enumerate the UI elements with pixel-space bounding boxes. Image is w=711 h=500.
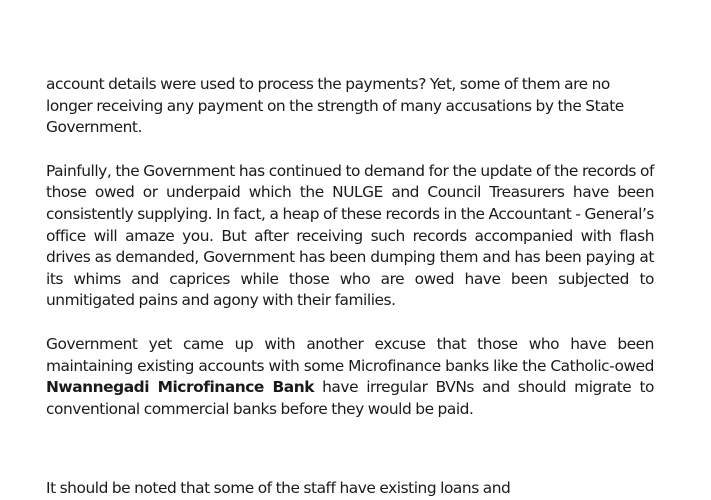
document-body	[46, 74, 654, 420]
bank-name-bold: Nwannegadi Microfinance Bank	[46, 378, 315, 397]
cutoff-line-text: It should be noted that some of the staff have existing loans and	[46, 479, 511, 497]
cutoff-line	[46, 478, 654, 497]
paragraph-3-text-end: have irregular BVNs and should migrate to conventional commercial banks before they would be paid.	[46, 378, 654, 418]
paragraph-3	[46, 334, 654, 420]
paragraph-2: Painfully, the Government has continued to demand for the update of the records of those owed or underpaid which the NULGE and Council Treasurers have been consistently supplying. In fact, a heap of these records in the Accountant - General’s office will amaze you. But after receiving such records accompanied with flash drives as demanded, Government has been dumping them and has been paying at its whims and caprices while those who are owed have been subjected to unmitigated pains and agony with their families.	[46, 161, 654, 310]
paragraph-1: account details were used to process the payments? Yet, some of them are no longer receiving any payment on the strength of many accusations by the State Government.	[46, 75, 624, 137]
paragraph-3-text-start: Government yet came up with another excuse that those who have been maintaining existing accounts with some Microfinance banks like the Catholic-owed	[46, 334, 654, 375]
